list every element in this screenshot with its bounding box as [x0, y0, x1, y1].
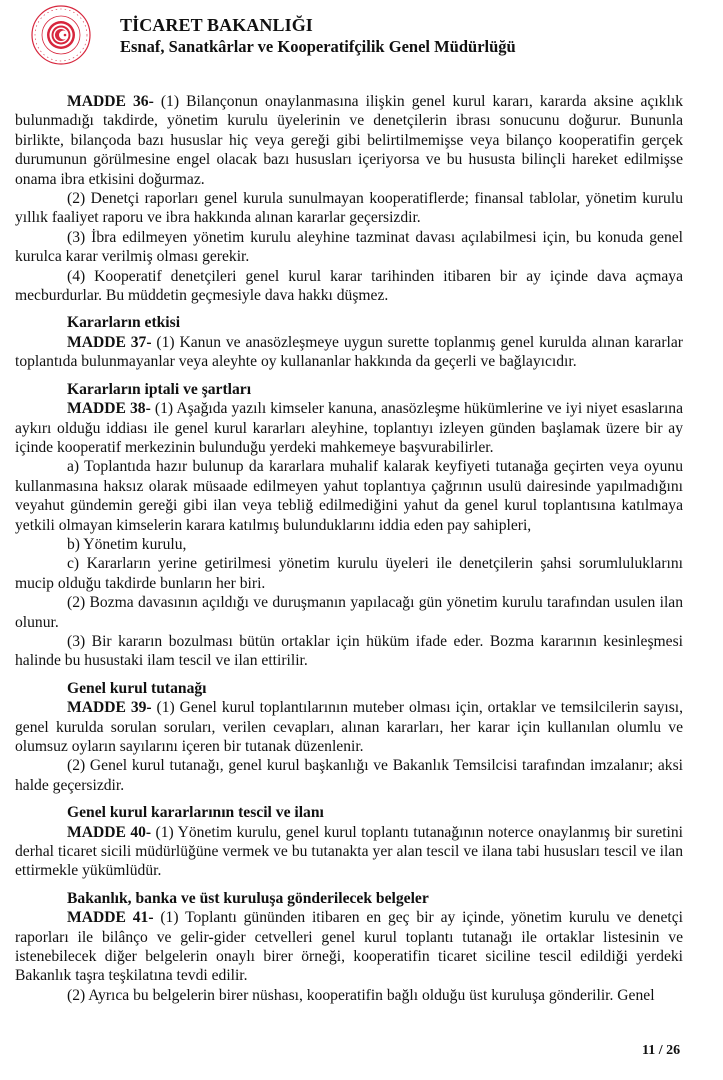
article-39-label: MADDE 39- — [67, 699, 152, 717]
article-38-paragraph-2: (2) Bozma davasının açıldığı ve duruşmanın yapılacağı gün yönetim kurulu tarafından usulen ilan olunur. — [15, 594, 683, 631]
article-37-label: MADDE 37- — [67, 333, 152, 351]
article-36-paragraph-4: (4) Kooperatif denetçileri genel kurul karar tarihinden itibaren bir ay içinde dava açmaya mecburdurlar. Bu müddetin geçmesiyle dava hakkı düşmez. — [15, 267, 683, 305]
article-38-paragraph-3: (3) Bir kararın bozulması bütün ortaklar için hüküm ifade eder. Bozma kararının kesinleşmesi halinde bu husustaki ilam tescil ve ilan ettirilir. — [15, 632, 683, 670]
article-39-paragraph-2: (2) Genel kurul tutanağı, genel kurul başkanlığı ve Bakanlık Temsilcisi tarafından imzalanır; aksi halde geçersizdir. — [15, 757, 683, 794]
article-38-item-a: a) Toplantıda hazır bulunup da kararlara muhalif kalarak keyfiyeti tutanağa geçirten veya oyunu kullanmasına haksız olarak müsaade edilmeyen yahut toplantıya çağrının usulü dairesinde yapılmadığını veyahut gündemin gereği gibi ilan veya tebliğ edilmediğini yahut da genel kurul toplantısına katılmaya yetkili olmayan kimselerin karara katılmış bulunduklarını iddia eden pay sahipleri, — [15, 458, 683, 534]
article-38-paragraph-1 — [15, 399, 683, 457]
article-39-paragraph-1 — [15, 698, 683, 756]
page-number: 11 / 26 — [642, 1043, 681, 1058]
article-36-text: (1) Bilançonun onaylanmasına ilişkin genel kurul kararı, kararda aksine açıklık bulunmadığı takdirde, yönetim kurulu üyelerinin ve denetçilerin ibrası sonucunu doğurur. Bununla birlikte, bilançoda bazı hususlar hiç veya gereği gibi belirtilmemişse veya bilanço kooperatifin gerçek durumunun görülmesine engel olacak bazı hususları içeriyorsa ve bu hususta bilinçli hareket edilmişse onama ibra etkisini doğurmaz. — [15, 93, 683, 188]
article-36-paragraph-1 — [15, 92, 683, 189]
article-41-label: MADDE 41- — [67, 909, 154, 927]
article-41-paragraph-1 — [15, 908, 683, 986]
ministry-title: TİCARET BAKANLIĞI — [120, 15, 313, 35]
article-38-heading: Kararların iptali ve şartları — [67, 380, 252, 398]
article-40-paragraph-1 — [15, 823, 683, 881]
article-39-heading: Genel kurul tutanağı — [67, 679, 207, 697]
article-38-item-b: b) Yönetim kurulu, — [67, 535, 187, 553]
directorate-subtitle: Esnaf, Sanatkârlar ve Kooperatifçilik Genel Müdürlüğü — [120, 37, 516, 56]
ministry-seal-logo — [30, 4, 92, 66]
article-41-heading: Bakanlık, banka ve üst kuruluşa gönderilecek belgeler — [67, 889, 429, 907]
article-40-label: MADDE 40- — [67, 823, 152, 841]
article-38-label: MADDE 38- — [67, 400, 151, 418]
article-39-text: (1) Genel kurul toplantılarının muteber olması için, ortaklar ve temsilcilerin sayısı, genel kurulda sorulan soruları, verilen cevapları, alınan kararları, her karar için kullanılan olumlu ve olumsuz oyların sayılarını içeren bir tutanak düzenlenir. — [15, 699, 683, 755]
article-36-paragraph-2: (2) Denetçi raporları genel kurula sunulmayan kooperatiflerde; finansal tablolar, yönetim kurulu yıllık faaliyet raporu ve ibra hakkında alınan kararlar geçersizdir. — [15, 190, 683, 227]
article-41-paragraph-2: (2) Ayrıca bu belgelerin birer nüshası, kooperatifin bağlı olduğu üst kuruluşa gönderilir. Genel — [67, 986, 655, 1004]
document-body — [15, 92, 683, 1005]
article-38-item-c: c) Kararların yerine getirilmesi yönetim kurulu üyeleri ile denetçilerin şahsi sorumluluklarını mucip olduğu takdirde bunların her biri. — [15, 555, 683, 592]
article-38-text: (1) Aşağıda yazılı kimseler kanuna, anasözleşme hükümlerine ve iyi niyet esaslarına aykırı olduğu iddiası ile genel kurul kararları aleyhine, toplantıyı izleyen günden başlamak üzere bir ay içinde kooperatif merkezinin bulunduğu yerdeki mahkemeye başvurabilirler. — [15, 400, 684, 456]
article-36-paragraph-3: (3) İbra edilmeyen yönetim kurulu aleyhine tazminat davası açılabilmesi için, bu konuda genel kurulca karar verilmiş olması gerekir. — [15, 228, 683, 266]
article-37-paragraph-1 — [15, 333, 683, 372]
article-37-heading: Kararların etkisi — [67, 314, 181, 332]
document-header — [0, 0, 723, 80]
article-40-text: (1) Yönetim kurulu, genel kurul toplantı tutanağının noterce onaylanmış bir suretini derhal ticaret sicili müdürlüğüne vermek ve bu tutanakta yer alan tescil ve ilana tabi hususları tescil ve ilan ettirmekle yükümlüdür. — [15, 823, 683, 880]
article-41-text: (1) Toplantı gününden itibaren en geç bir ay içinde, yönetim kurulu ve denetçi raporları ile bilânço ve gelir-gider cetvelleri genel kurul toplantı tutanağı ile ortaklar listesinin ve istenebilecek diğer belgelerin onaylı birer örneği, kooperatifin ticaret siciline tescil edildiği yerdeki Bakanlık taşra teşkilatına tevdi edilir. — [15, 909, 683, 985]
article-37-text: (1) Kanun ve anasözleşmeye uygun surette toplanmış genel kurulda alınan kararlar toplantıda bulunmayanlar veya aleyhte oy kullananlar hakkında da geçerli ve bağlayıcıdır. — [15, 333, 683, 371]
article-36-label: MADDE 36- — [67, 93, 154, 110]
article-40-heading: Genel kurul kararlarının tescil ve ilanı — [67, 804, 324, 822]
